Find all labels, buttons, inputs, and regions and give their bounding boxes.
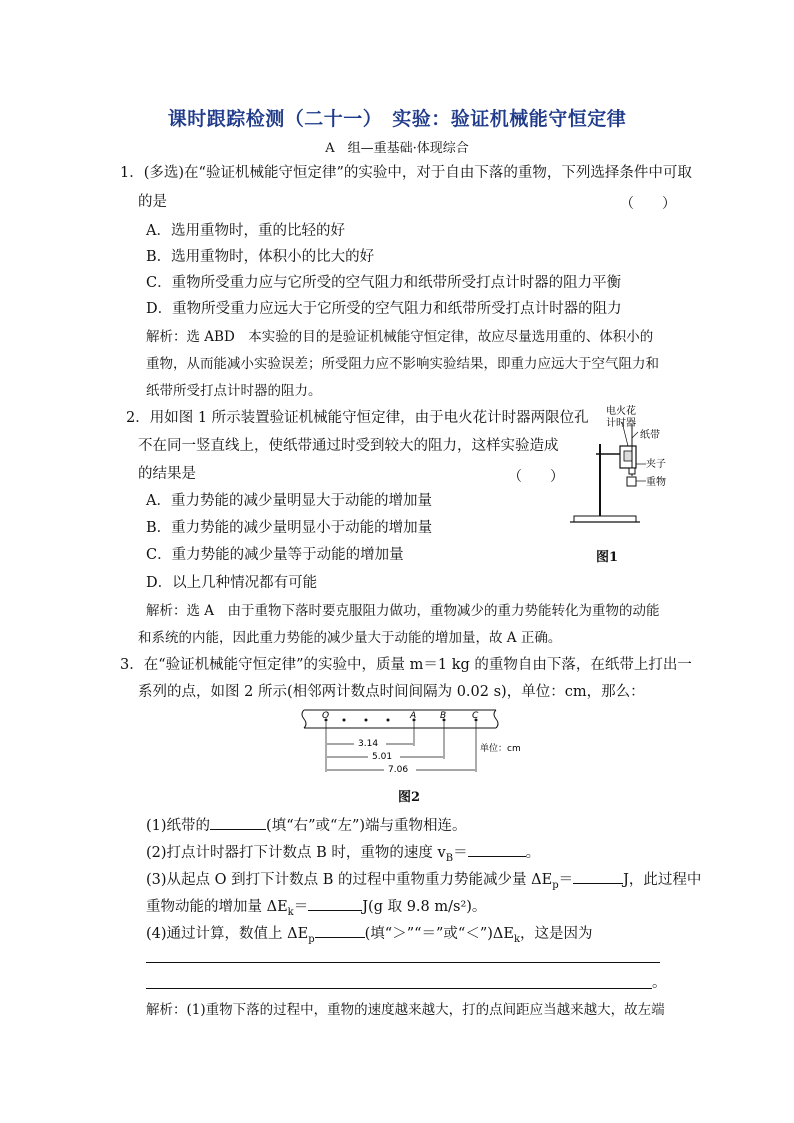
q2-solution-line2: 和系统的内能，因此重力势能的减少量大于动能的增加量，故 A 正确。: [138, 630, 562, 646]
leader-tape: [632, 432, 638, 438]
q1-option-b: B．选用重物时，体积小的比大的好: [146, 249, 375, 265]
q1-solution-line2: 重物，从而能减小实验误差；所受阻力应不影响实验结果，即重力应远大于空气阻力和: [146, 356, 659, 372]
q2-stem-line2: 不在同一竖直线上，使纸带通过时受到较大的阻力，这样实验造成: [138, 438, 559, 454]
q3-part3-line2: [146, 896, 486, 923]
q3-part4-answer-line1[interactable]: [146, 962, 660, 963]
tape-dot: [387, 719, 390, 722]
q1-option-d: D．重物所受重力应远大于它所受的空气阻力和纸带所受打点计时器的阻力: [146, 301, 622, 317]
point-c-label: C: [472, 711, 479, 721]
q1-option-c: C．重物所受重力应与它所受的空气阻力和纸带所受打点计时器的阻力平衡: [146, 275, 622, 291]
q1-stem-line2: 的是: [138, 194, 167, 210]
q3-part4-end-mark: 。: [652, 975, 667, 991]
q1-stem-line1: 1．(多选)在“验证机械能守恒定律”的实验中，对于自由下落的重物，下列选择条件中可取: [120, 165, 692, 181]
q2-stem-line3: 的结果是: [138, 466, 196, 482]
q3-part4-text-c: ，这是因为: [520, 926, 593, 942]
q2-option-b: B．重力势能的减少量明显小于动能的增加量: [146, 520, 433, 536]
q3-part4-sub2: k: [513, 933, 521, 945]
q3-part3-text-f: J(g 取 9.8 m/s²)。: [362, 899, 487, 915]
dim-oc-value: 7.06: [388, 765, 409, 775]
q2-solution-line1: 解析：选 A 由于重物下落时要克服阻力做功，重物减少的重力势能转化为重物的动能: [146, 603, 660, 619]
q3-part1-text-a: (1)纸带的: [146, 818, 211, 834]
timer-window: [624, 451, 632, 461]
q3-part3-sub: p: [552, 879, 559, 891]
q2-option-c: C．重力势能的减少量等于动能的增加量: [146, 547, 404, 563]
q3-part3-sub-k: k: [287, 906, 294, 918]
q3-part4-answer-line2[interactable]: [146, 988, 652, 989]
figure1-caption: 图1: [596, 550, 619, 565]
q2-option-d: D．以上几种情况都有可能: [146, 575, 318, 591]
label-timer-line2: 计时器: [606, 418, 636, 429]
q3-part3-text-a: (3)从起点 O 到打下计数点 B 的过程中重物重力势能减少量 ΔE: [146, 872, 553, 888]
q3-part2-eq: ＝: [453, 845, 468, 861]
tape-torn-right: [494, 710, 498, 728]
label-tape: 纸带: [640, 430, 660, 441]
figure1-apparatus: [570, 404, 680, 534]
point-o-label: O: [322, 711, 330, 721]
q3-part3-blank-ep[interactable]: [573, 869, 623, 884]
q3-part1-text-b: (填“右”或“左”)端与重物相连。: [266, 818, 467, 834]
q3-part3-eq: ＝: [558, 872, 574, 888]
q1-solution-line3: 纸带所受打点计时器的阻力。: [146, 383, 322, 399]
q3-stem-line1: 3．在“验证机械能守恒定律”的实验中，质量 m＝1 kg 的重物自由下落，在纸带上打出一: [120, 657, 692, 673]
q3-part1-blank[interactable]: [210, 815, 266, 830]
tape-dot: [365, 719, 368, 722]
point-b-label: B: [440, 711, 447, 721]
q3-part4-text-b: (填“＞”“＝”或“＜”)ΔE: [364, 926, 514, 942]
q3-solution-line1: 解析：(1)重物下落的过程中，重物的速度越来越大，打的点间距应当越来越大，故左端: [146, 1002, 665, 1018]
label-weight: 重物: [646, 477, 666, 488]
q1-answer-paren: （ ）: [620, 196, 676, 212]
q3-part2-blank[interactable]: [468, 842, 526, 857]
unit-label: 单位：cm: [480, 744, 521, 754]
q3-part4: [146, 923, 593, 950]
label-timer-line1: 电火花: [606, 406, 636, 417]
label-clip: 夹子: [646, 459, 666, 470]
figure2-caption: 图2: [398, 790, 421, 805]
dim-oa-value: 3.14: [358, 739, 379, 749]
tape-dot: [343, 719, 346, 722]
q3-part2-text-a: (2)打点计时器打下计数点 B 时，重物的速度 v: [146, 845, 446, 861]
page-title: 课时跟踪检测（二十一） 实验：验证机械能守恒定律: [167, 108, 627, 130]
q3-stem-line2: 系列的点，如图 2 所示(相邻两计数点时间间隔为 0.02 s)，单位：cm，那么：: [138, 684, 645, 700]
q1-option-a: A．选用重物时，重的比轻的好: [146, 223, 345, 239]
q3-part3-text-c: J，此过程中: [623, 872, 702, 888]
q3-part3-blank-ek[interactable]: [308, 896, 362, 911]
q3-part4-sub: p: [308, 933, 315, 945]
q3-part2-end: 。: [525, 845, 541, 861]
q3-part2: [146, 842, 540, 869]
point-a-label: A: [410, 711, 417, 721]
figure2-tape: [296, 706, 536, 776]
q3-part3-text-d: 重物动能的增加量 ΔE: [146, 899, 288, 915]
section-subtitle: A 组—重基础·体现综合: [325, 141, 469, 156]
clip: [629, 468, 635, 474]
q2-answer-paren: （ ）: [508, 469, 564, 485]
weight: [627, 477, 636, 486]
q3-part4-text-a: (4)通过计算，数值上 ΔE: [146, 926, 309, 942]
q1-solution-line1: 解析：选 ABD 本实验的目的是验证机械能守恒定律，故应尽量选用重的、体积小的: [146, 329, 654, 345]
tape-torn-left: [302, 710, 306, 728]
base-plate: [574, 516, 636, 522]
q3-part3-line1: [146, 869, 701, 896]
q3-part2-sub: B: [445, 852, 454, 864]
q2-stem-line1: 2．用如图 1 所示装置验证机械能守恒定律，由于电火花计时器两限位孔: [126, 410, 589, 426]
dim-ob-value: 5.01: [372, 752, 393, 762]
q3-part3-eq2: ＝: [293, 899, 309, 915]
q3-part4-blank-compare[interactable]: [315, 923, 365, 938]
q3-part1: [146, 815, 467, 836]
q2-option-a: A．重力势能的减少量明显大于动能的增加量: [146, 493, 432, 509]
